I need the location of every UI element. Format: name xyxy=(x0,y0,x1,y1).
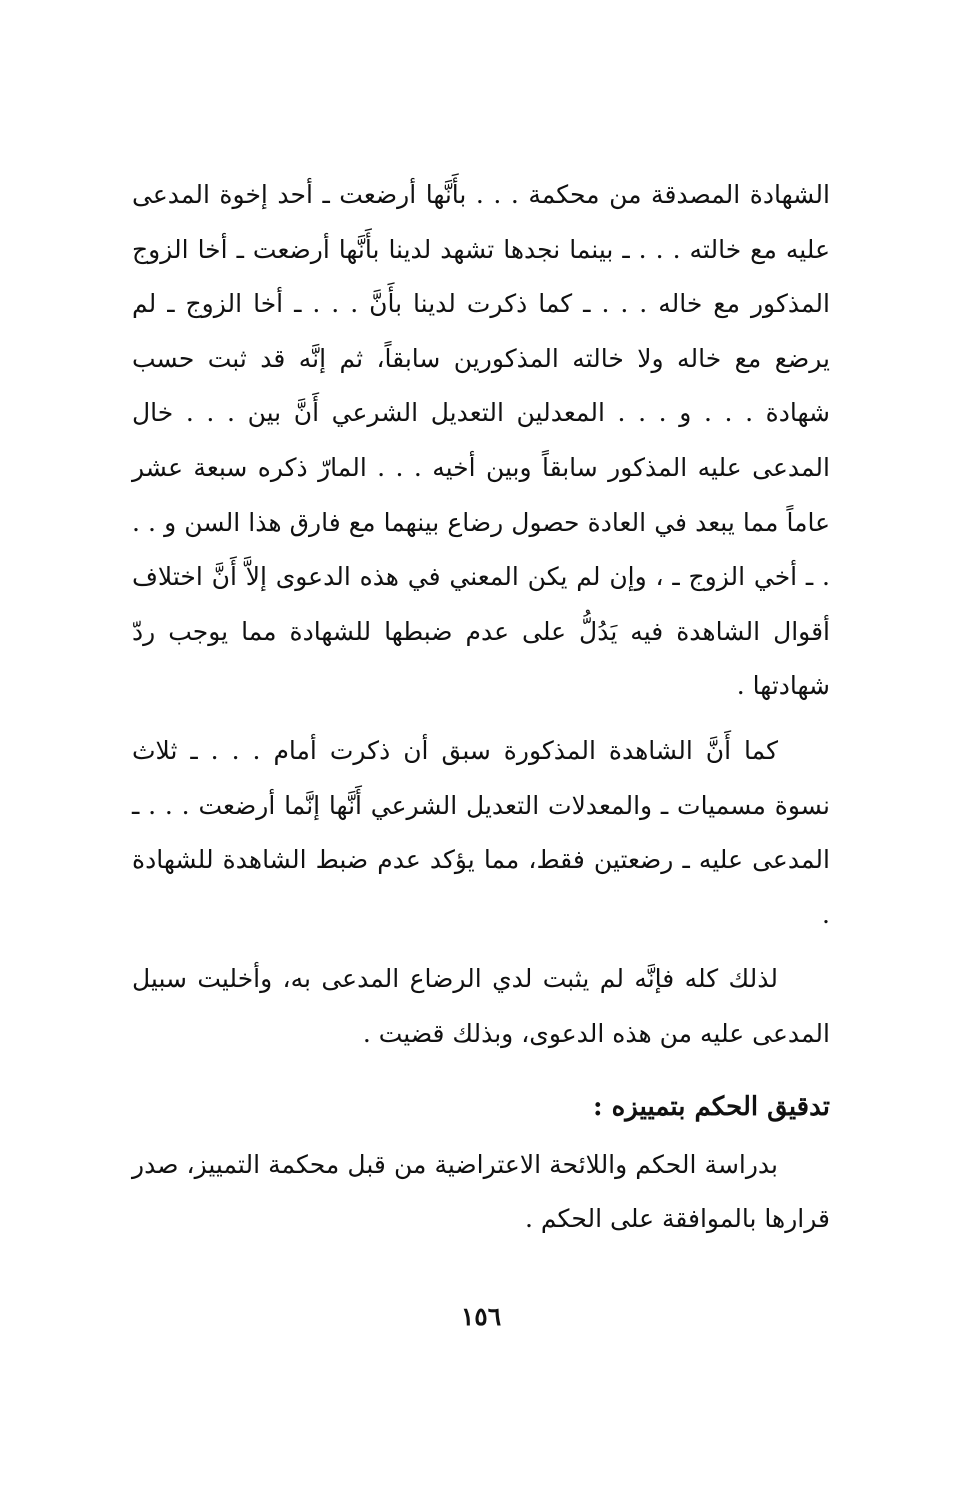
section-heading: تدقيق الحكم بتمييزه : xyxy=(593,1091,830,1122)
paragraph-appeal-review: بدراسة الحكم واللائحة الاعتراضية من قبل محكمة التمييز، صدر قرارها بالموافقة على الحكم . xyxy=(132,1149,830,1234)
page-body xyxy=(132,168,830,1247)
page-number: ١٥٦ xyxy=(460,1302,502,1331)
paragraph-judgment: لذلك كله فإنَّه لم يثبت لدي الرضاع المدعى به، وأخليت سبيل المدعى عليه من هذه الدعوى، وبذلك قضيت . xyxy=(132,964,830,1048)
paragraph-testimony: الشهادة المصدقة من محكمة . . . بأَنَّها أرضعت ـ أحد إخوة المدعى عليه مع خالته . . . ـ بينما نجدها تشهد لدينا بأَنَّها أرضعت ـ أخا الزوج المذكور مع خاله . . . ـ كما ذكرت لدينا بأَنَّ . . . ـ أخا الزوج ـ لم يرضع مع خاله ولا خالته المذكورين سابقاً، ثم إنَّه قد ثبت حسب شهادة . . . و . . . المعدلين التعديل الشرعي أَنَّ بين . . . خال المدعى عليه المذكور سابقاً وبين أخيه . . . المارّ ذكره سبعة عشر عاماً مما يبعد في العادة حصول رضاع بينهما مع فارق هذا السن و . . . ـ أخي الزوج ـ ، وإن لم يكن المعني في هذه الدعوى إلاَّ أَنَّ اختلاف أقوال الشاهدة فيه يَدُلُّ على عدم ضبطها للشهادة مما يوجب ردّ شهادتها . xyxy=(132,180,830,701)
paragraph-witness-inconsistency: كما أَنَّ الشاهدة المذكورة سبق أن ذكرت أمام . . . ـ ثلاث نسوة مسميات ـ والمعدلات التعديل الشرعي أَنَّها إنَّما أرضعت . . . ـ المدعى عليه ـ رضعتين فقط، مما يؤكد عدم ضبط الشاهدة للشهادة . xyxy=(132,735,830,929)
